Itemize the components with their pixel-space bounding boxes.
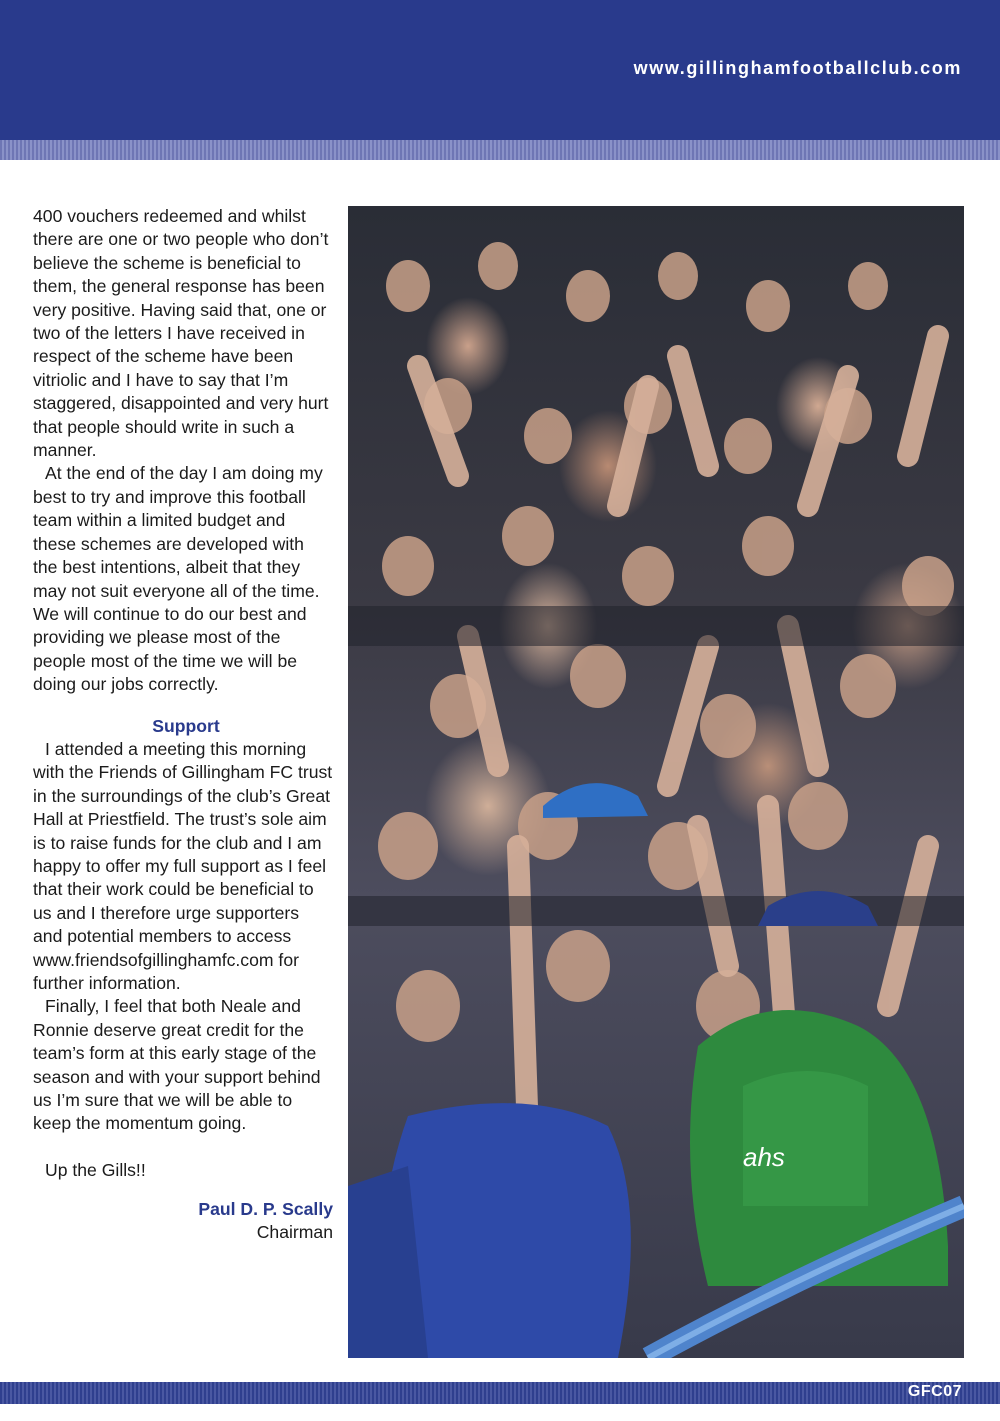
signoff: Up the Gills!!: [45, 1159, 146, 1180]
section-heading: Support: [152, 715, 220, 736]
article-paragraph: 400 vouchers redeemed and whilst there are one or two people who don’t believe the scheme is beneficial to them, the general response has been very positive. Having said that, one or two of the letters I have received in respect of the scheme have been vitriolic and I have to say that I’m staggered, disappointed and very hurt that people should write in such a manner.: [33, 206, 329, 461]
article-paragraph: At the end of the day I am doing my best to try and improve this football team within a limited budget and these schemes are developed with the best intentions, albeit that they may not suit everyone all of the time. We will continue to do our best and providing we please most of the people most of the time we will be doing our jobs correctly.: [33, 463, 323, 695]
header-stripe: [0, 140, 1000, 160]
author-name: Paul D. P. Scally: [198, 1199, 333, 1220]
signature-block: [33, 1198, 333, 1244]
author-title: Chairman: [256, 1222, 333, 1243]
page-number: GFC07: [907, 1383, 962, 1400]
site-url: www.gillinghamfootballclub.com: [633, 58, 962, 78]
crowd-illustration: [348, 206, 964, 1358]
article-column: [33, 205, 333, 1244]
article-paragraph: I attended a meeting this morning with the Friends of Gillingham FC trust in the surroundings of the club’s Great Hall at Priestfield. The trust’s sole aim is to raise funds for the club and I am happy to offer my full support as I feel that their work could be beneficial to us and I therefore urge supporters and potential members to access www.friendsofgillinghamfc.com for further information.: [33, 738, 333, 993]
shirt-sponsor-text: ahs: [743, 1142, 785, 1172]
footer-stripe: [0, 1382, 1000, 1404]
crowd-photo: [348, 206, 964, 1358]
article-paragraph: Finally, I feel that both Neale and Ronnie deserve great credit for the team’s form at this early stage of the season and with your support behind us I’m sure that we will be able to keep the momentum going.: [33, 996, 321, 1134]
